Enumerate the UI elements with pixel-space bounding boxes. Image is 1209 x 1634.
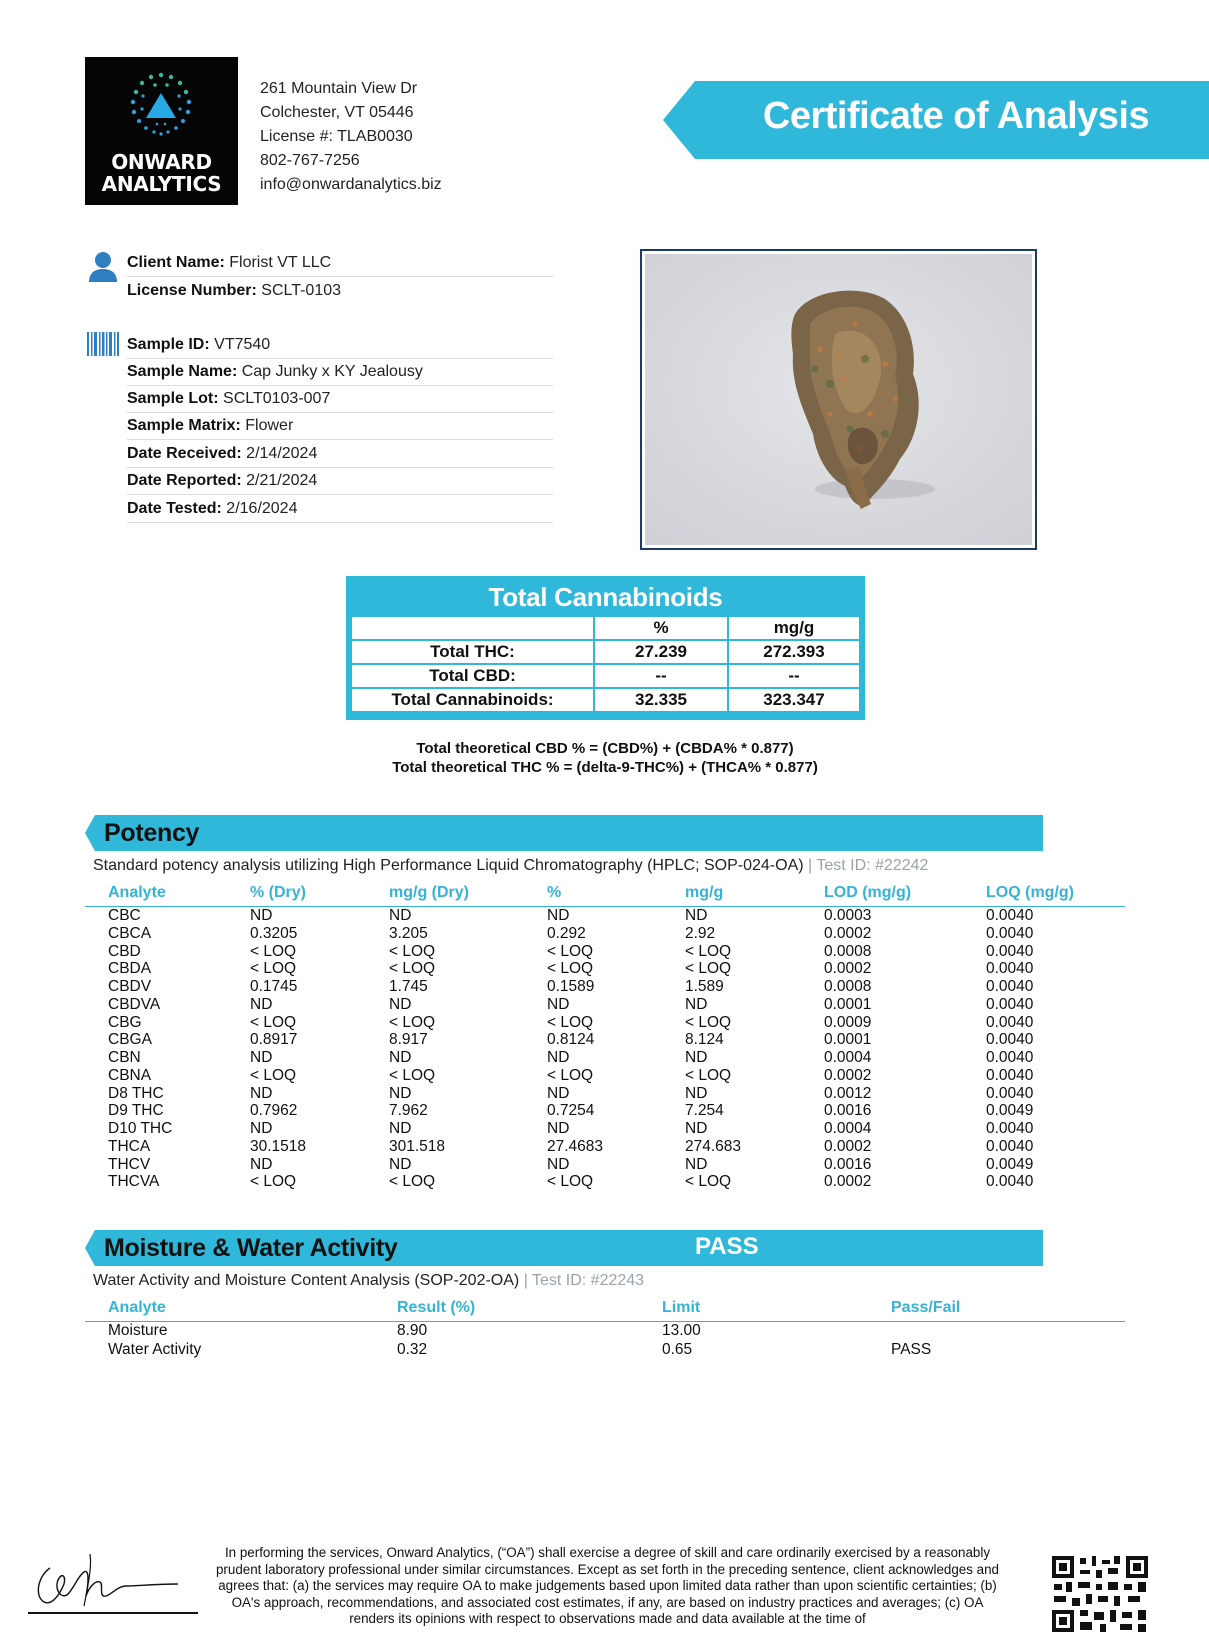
row-mg-g: -- [728,664,860,688]
col-lod: LOD (mg/g) [824,884,912,901]
cell-percent: < LOQ [547,960,594,978]
client-name-row [127,250,553,277]
row-label: Total CBD: [351,664,594,688]
cell-analyte: CBCA [108,924,152,942]
table-row [0,1341,1209,1360]
table-row [0,1067,1209,1085]
logo-line1: ONWARD [111,150,212,174]
cell-mg-g: 1.589 [685,978,724,995]
date-tested-row [127,496,553,523]
cell-analyte: THCV [108,1155,151,1173]
cell-mg-g: 8.124 [685,1031,724,1049]
header-percent: % [594,616,728,640]
address-street: 261 Mountain View Dr [260,80,418,97]
cell-mg-g: < LOQ [685,1066,732,1084]
moisture-col-pass-fail: Pass/Fail [891,1299,961,1316]
date-received-row [127,441,553,468]
total-cannabinoids-table [350,615,861,713]
cell-mg-g: < LOQ [685,960,732,978]
cell-analyte: CBC [108,907,141,924]
cell-loq: 0.0040 [986,924,1034,942]
cell-percent: 27.4683 [547,1137,604,1155]
cell-loq: 0.0040 [986,1084,1034,1102]
cell-mg-g-dry: ND [389,1155,412,1173]
cell-analyte: CBNA [108,1066,152,1084]
cell-lod: 0.0002 [824,1173,872,1191]
sample-photo [645,254,1032,545]
table-row [351,640,860,664]
cell-percent-dry: ND [250,1155,273,1173]
moisture-pass-fail: PASS [891,1341,932,1358]
sample-lot-label: Sample Lot: [127,390,219,407]
cell-lod: 0.0008 [824,978,872,995]
potency-method [93,857,928,875]
cell-lod: 0.0004 [824,1049,872,1066]
cell-mg-g: ND [685,995,708,1013]
cell-analyte: D9 THC [108,1102,164,1120]
lab-logo [85,57,238,205]
cell-mg-g-dry: ND [389,1084,412,1102]
cell-percent-dry: ND [250,907,273,924]
table-row [351,688,860,712]
barcode-icon [87,332,119,356]
moisture-analyte: Moisture [108,1322,168,1339]
cell-percent: 0.1589 [547,978,595,995]
cell-mg-g-dry: 1.745 [389,978,428,995]
cell-mg-g: ND [685,1049,708,1066]
col-mg-g: mg/g [685,884,724,901]
table-row [0,960,1209,978]
cell-loq: 0.0040 [986,978,1034,995]
cell-analyte: THCVA [108,1173,160,1191]
col-mg-g-dry: mg/g (Dry) [389,884,469,901]
table-row [0,1031,1209,1049]
moisture-title: Moisture & Water Activity [104,1234,398,1262]
moisture-status-badge: PASS [695,1233,759,1260]
cell-mg-g: < LOQ [685,942,732,960]
cell-mg-g-dry: < LOQ [389,1013,436,1031]
cell-percent-dry: 0.7962 [250,1102,298,1120]
sample-matrix-row [127,413,553,440]
address-city: Colchester, VT 05446 [260,104,414,121]
moisture-result: 0.32 [397,1341,428,1358]
cell-percent-dry: < LOQ [250,1173,297,1191]
potency-title: Potency [104,819,200,847]
cell-lod: 0.0002 [824,1066,872,1084]
potency-test-id: | Test ID: #22242 [808,857,929,874]
thc-formula: Total theoretical THC % = (delta-9-THC%) + (THCA% * 0.877) [392,759,818,776]
cell-percent-dry: ND [250,1084,273,1102]
cell-analyte: CBDVA [108,995,161,1013]
sample-matrix-label: Sample Matrix: [127,417,241,434]
cell-percent: ND [547,1155,570,1173]
total-cannabinoids-title: Total Cannabinoids [488,582,723,612]
date-tested-label: Date Tested: [127,500,222,517]
cell-mg-g: 7.254 [685,1102,724,1120]
address-phone: 802-767-7256 [260,152,360,169]
table-row [0,925,1209,943]
cell-loq: 0.0040 [986,907,1034,924]
col-analyte: Analyte [108,884,166,901]
disclaimer-text: In performing the services, Onward Analytics, (“OA”) shall exercise a degree of skill and care ordinarily exercised by a reasonably prudent laboratory professional under similar circumstances. Except as set forth in the preceding sentence, client acknowledges and agrees that: (a) the services may require OA to make judgements based upon limited data rather than upon scientific certainties; (b) OA's approach, recommendations, and associated cost estimates, if any, are based on industry practices and averages; (c) OA renders its opinions with respect to observations made and data available at the time of [215,1545,1000,1626]
cell-percent-dry: < LOQ [250,942,297,960]
cell-loq: 0.0040 [986,1013,1034,1031]
cell-percent: ND [547,995,570,1013]
date-received-label: Date Received: [127,445,242,462]
header-mg-g: mg/g [728,616,860,640]
table-row [0,1102,1209,1120]
cell-percent: < LOQ [547,1173,594,1191]
signature [28,1546,188,1610]
cell-percent-dry: 0.3205 [250,924,298,942]
cell-lod: 0.0008 [824,942,872,960]
table-row [0,1322,1209,1341]
row-mg-g: 323.347 [728,688,860,712]
cell-percent-dry: ND [250,1049,273,1066]
cell-analyte: THCA [108,1137,151,1155]
table-row [0,907,1209,925]
cell-mg-g-dry: 3.205 [389,924,428,942]
table-row [0,1173,1209,1191]
cell-analyte: CBDA [108,960,152,978]
cell-lod: 0.0001 [824,1031,872,1049]
sample-lot-row [127,386,553,413]
client-name-value: Florist VT LLC [229,254,332,271]
cell-lod: 0.0002 [824,924,872,942]
sample-name-label: Sample Name: [127,363,238,380]
cell-mg-g-dry: < LOQ [389,942,436,960]
cell-analyte: D8 THC [108,1084,164,1102]
row-percent: -- [594,664,728,688]
cell-analyte: D10 THC [108,1120,173,1137]
table-row [0,978,1209,996]
cell-mg-g: ND [685,1155,708,1173]
cell-analyte: CBD [108,942,141,960]
cell-loq: 0.0049 [986,1155,1034,1173]
cell-mg-g: 2.92 [685,924,716,942]
potency-section-bar [85,815,1043,851]
cell-mg-g: ND [685,1120,708,1137]
cell-loq: 0.0040 [986,1066,1034,1084]
table-row [0,1014,1209,1032]
cell-percent: ND [547,907,570,924]
moisture-test-id: | Test ID: #22243 [523,1272,645,1289]
cell-lod: 0.0003 [824,907,872,924]
moisture-method-text: Water Activity and Moisture Content Analysis (SOP-202-OA) [93,1272,520,1289]
qr-code-icon [1050,1554,1150,1634]
date-reported-label: Date Reported: [127,472,242,489]
moisture-limit: 0.65 [662,1341,693,1358]
cell-mg-g: < LOQ [685,1013,732,1031]
moisture-col-result: Result (%) [397,1299,476,1316]
cell-percent: ND [547,1049,570,1066]
cell-mg-g: 274.683 [685,1137,742,1155]
cell-percent: 0.8124 [547,1031,595,1049]
license-number-value: SCLT-0103 [261,282,342,299]
moisture-limit: 13.00 [662,1322,701,1339]
total-cannabinoids-box [346,576,865,720]
cell-loq: 0.0040 [986,1173,1034,1191]
col-percent-dry: % (Dry) [250,884,307,901]
moisture-method [93,1272,644,1290]
cbd-formula: Total theoretical CBD % = (CBD%) + (CBDA% * 0.877) [416,740,794,757]
row-percent: 32.335 [594,688,728,712]
cell-percent-dry: 0.1745 [250,978,298,995]
cell-mg-g-dry: ND [389,995,412,1013]
date-reported-value: 2/21/2024 [246,472,318,489]
sample-id-row [127,332,553,359]
cell-loq: 0.0040 [986,995,1034,1013]
sample-matrix-value: Flower [245,417,294,434]
cell-analyte: CBN [108,1049,141,1066]
cell-percent-dry: < LOQ [250,1066,297,1084]
potency-method-text: Standard potency analysis utilizing High Performance Liquid Chromatography (HPLC; SOP-024-OA) [93,857,804,874]
license-number-row [127,278,553,304]
cell-mg-g-dry: 7.962 [389,1102,428,1120]
cell-mg-g-dry: 301.518 [389,1137,446,1155]
moisture-col-analyte: Analyte [108,1299,166,1316]
date-tested-value: 2/16/2024 [226,500,298,517]
cell-mg-g-dry: ND [389,1049,412,1066]
logo-dots-icon [121,69,201,149]
cell-percent-dry: 30.1518 [250,1137,307,1155]
table-row [0,1120,1209,1138]
table-row [351,664,860,688]
cell-lod: 0.0009 [824,1013,872,1031]
cell-lod: 0.0012 [824,1084,872,1102]
row-label: Total THC: [351,640,594,664]
cell-loq: 0.0049 [986,1102,1034,1120]
cell-loq: 0.0040 [986,1137,1034,1155]
cell-mg-g: ND [685,907,708,924]
cell-lod: 0.0004 [824,1120,872,1137]
moisture-section-bar [85,1230,1043,1266]
table-header-row [351,616,860,640]
logo-line2: ANALYTICS [101,172,222,196]
row-label: Total Cannabinoids: [351,688,594,712]
date-reported-row [127,468,553,495]
table-row [0,996,1209,1014]
header-empty [351,616,594,640]
moisture-result: 8.90 [397,1322,428,1339]
cell-loq: 0.0040 [986,942,1034,960]
cell-percent: ND [547,1120,570,1137]
lab-address [260,77,442,197]
page-title: Certificate of Analysis [762,95,1150,137]
cell-percent: 0.7254 [547,1102,595,1120]
signature-line [28,1612,198,1614]
sample-lot-value: SCLT0103-007 [223,390,331,407]
date-received-value: 2/14/2024 [246,445,318,462]
cell-mg-g: < LOQ [685,1173,732,1191]
cell-lod: 0.0002 [824,1137,872,1155]
row-percent: 27.239 [594,640,728,664]
sample-photo-frame [640,249,1037,550]
cell-percent-dry: < LOQ [250,960,297,978]
sample-name-value: Cap Junky x KY Jealousy [241,363,423,380]
address-license: License #: TLAB0030 [260,128,413,145]
person-icon [88,251,118,283]
coa-banner [663,81,1209,159]
cell-mg-g-dry: ND [389,1120,412,1137]
cell-loq: 0.0040 [986,960,1034,978]
cell-percent-dry: < LOQ [250,1013,297,1031]
cell-loq: 0.0040 [986,1031,1034,1049]
cell-loq: 0.0040 [986,1049,1034,1066]
table-row [0,1085,1209,1103]
cell-lod: 0.0016 [824,1155,872,1173]
col-percent: % [547,884,562,901]
cell-mg-g-dry: < LOQ [389,1173,436,1191]
table-row [0,1138,1209,1156]
sample-id-value: VT7540 [214,336,271,353]
cell-mg-g-dry: < LOQ [389,960,436,978]
sample-id-label: Sample ID: [127,336,210,353]
cell-lod: 0.0002 [824,960,872,978]
col-loq: LOQ (mg/g) [986,884,1074,901]
client-name-label: Client Name: [127,254,225,271]
cell-lod: 0.0001 [824,995,872,1013]
cell-percent-dry: ND [250,995,273,1013]
cell-percent: ND [547,1084,570,1102]
cell-mg-g-dry: < LOQ [389,1066,436,1084]
cell-mg-g: ND [685,1084,708,1102]
row-mg-g: 272.393 [728,640,860,664]
table-row [0,943,1209,961]
license-number-label: License Number: [127,282,257,299]
cell-analyte: CBDV [108,978,152,995]
cell-percent-dry: 0.8917 [250,1031,298,1049]
table-row [0,1049,1209,1067]
cell-percent: < LOQ [547,1066,594,1084]
cell-percent: 0.292 [547,924,586,942]
cell-mg-g-dry: ND [389,907,412,924]
moisture-analyte: Water Activity [108,1341,202,1358]
cell-lod: 0.0016 [824,1102,872,1120]
moisture-col-limit: Limit [662,1299,701,1316]
cell-analyte: CBGA [108,1031,152,1049]
address-email: info@onwardanalytics.biz [260,176,442,193]
sample-name-row [127,359,553,386]
cell-percent-dry: ND [250,1120,273,1137]
cell-analyte: CBG [108,1013,142,1031]
table-row [0,1156,1209,1174]
cell-loq: 0.0040 [986,1120,1034,1137]
cell-percent: < LOQ [547,1013,594,1031]
cell-mg-g-dry: 8.917 [389,1031,428,1049]
cell-percent: < LOQ [547,942,594,960]
